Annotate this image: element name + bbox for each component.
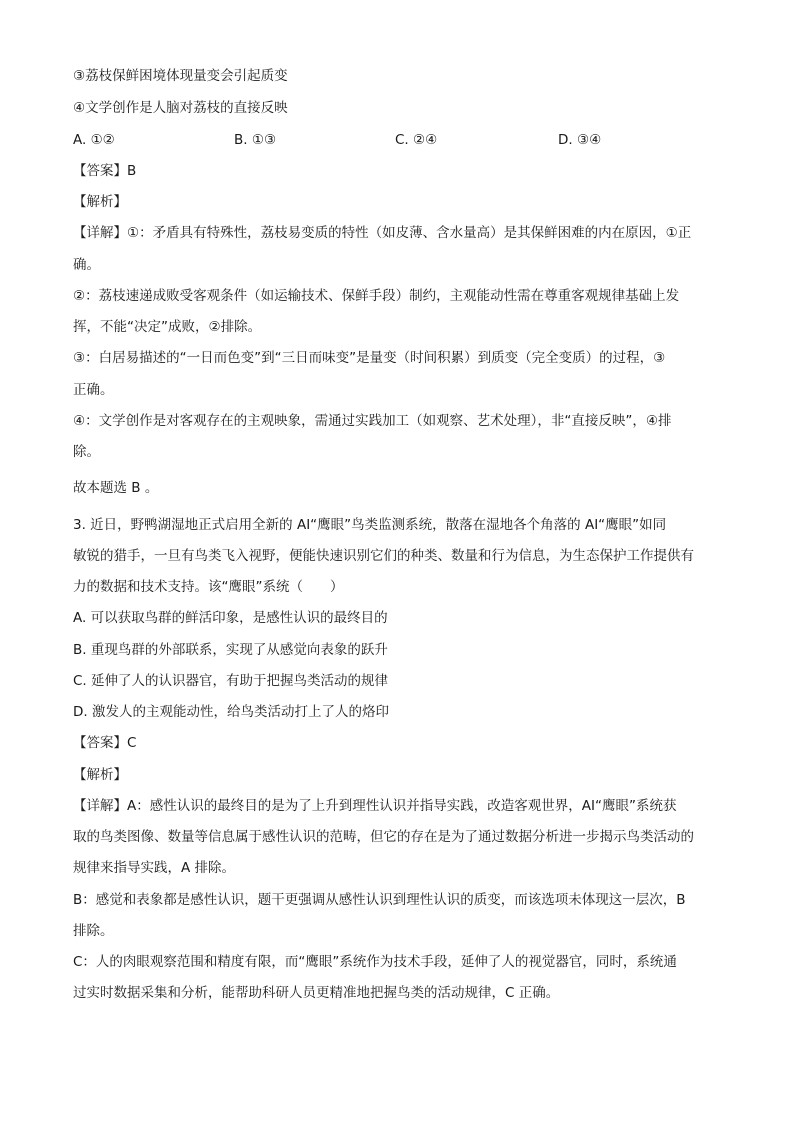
- question-3-stem: 敏锐的猎手，一旦有鸟类飞入视野，便能快速识别它们的种类、数量和行为信息，为生态保护工作提供有: [73, 548, 694, 564]
- explanation-line: 正确。: [73, 382, 114, 398]
- question-3-explanation-line: 取的鸟类图像、数量等信息属于感性认识的范畴，但它的存在是为了通过数据分析进一步揭示鸟类活动的: [73, 829, 694, 845]
- question-3-answer: 【答案】C: [73, 735, 137, 751]
- answer-label: 【答案】B: [73, 163, 137, 179]
- question-3-explanation-line: 排除。: [73, 923, 114, 939]
- explanation-line: ④：文学创作是对客观存在的主观映象，需通过实践加工（如观察、艺术处理），非“直接反映”，④排: [73, 413, 672, 429]
- question-3-option-b: B. 重现鸟群的外部联系，实现了从感觉向表象的跃升: [73, 642, 388, 658]
- explanation-line: 【详解】①：矛盾具有特殊性，荔枝易变质的特性（如皮薄、含水量高）是其保鲜困难的内在原因，①正: [73, 225, 692, 241]
- explanation-line: ②：荔枝速递成败受客观条件（如运输技术、保鲜手段）制约，主观能动性需在尊重客观规律基础上发: [73, 288, 680, 304]
- question-3-option-a: A. 可以获取鸟群的鲜活印象，是感性认识的最终目的: [73, 610, 388, 626]
- conclusion-line: 故本题选 B 。: [73, 480, 159, 496]
- question-3-explanation-line: 【详解】A：感性认识的最终目的是为了上升到理性认识并指导实践，改造客观世界，AI“鹰眼”系统获: [73, 798, 677, 814]
- analysis-label: 【解析】: [73, 194, 127, 210]
- option-d: D. ③④: [558, 132, 602, 148]
- question-3-option-d: D. 激发人的主观能动性，给鸟类活动打上了人的烙印: [73, 704, 389, 720]
- question-3-stem: 力的数据和技术支持。该“鹰眼”系统（ ）: [73, 579, 344, 595]
- answer-options: [73, 131, 733, 149]
- option-a: A. ①②: [73, 132, 115, 148]
- statement-3: ③荔枝保鲜困境体现量变会引起质变: [73, 68, 288, 84]
- explanation-line: 挥，不能“决定”成败，②排除。: [73, 319, 262, 335]
- explanation-line: 除。: [73, 444, 100, 460]
- explanation-line: ③：白居易描述的“一日而色变”到“三日而味变”是量变（时间积累）到质变（完全变质）的过程，③: [73, 350, 666, 366]
- question-3-explanation-line: 过实时数据采集和分析，能帮助科研人员更精准地把握鸟类的活动规律，C 正确。: [73, 985, 560, 1001]
- option-c: C. ②④: [395, 132, 438, 148]
- question-3-explanation-line: 规律来指导实践，A 排除。: [73, 860, 236, 876]
- statement-4: ④文学创作是人脑对荔枝的直接反映: [73, 100, 288, 116]
- question-3-explanation-line: C：人的肉眼观察范围和精度有限，而“鹰眼”系统作为技术手段，延伸了人的视觉器官，同时，系统通: [73, 954, 677, 970]
- explanation-line: 确。: [73, 257, 100, 273]
- option-b: B. ①③: [234, 132, 277, 148]
- question-3-analysis-label: 【解析】: [73, 767, 127, 783]
- question-3-explanation-line: B：感觉和表象都是感性认识，题干更强调从感性认识到理性认识的质变，而该选项未体现这一层次，B: [73, 892, 686, 908]
- question-3-stem: 3. 近日，野鸭湖湿地正式启用全新的 AI“鹰眼”鸟类监测系统，散落在湿地各个角落的 AI“鹰眼”如同: [73, 517, 667, 533]
- question-3-option-c: C. 延伸了人的认识器官，有助于把握鸟类活动的规律: [73, 673, 389, 689]
